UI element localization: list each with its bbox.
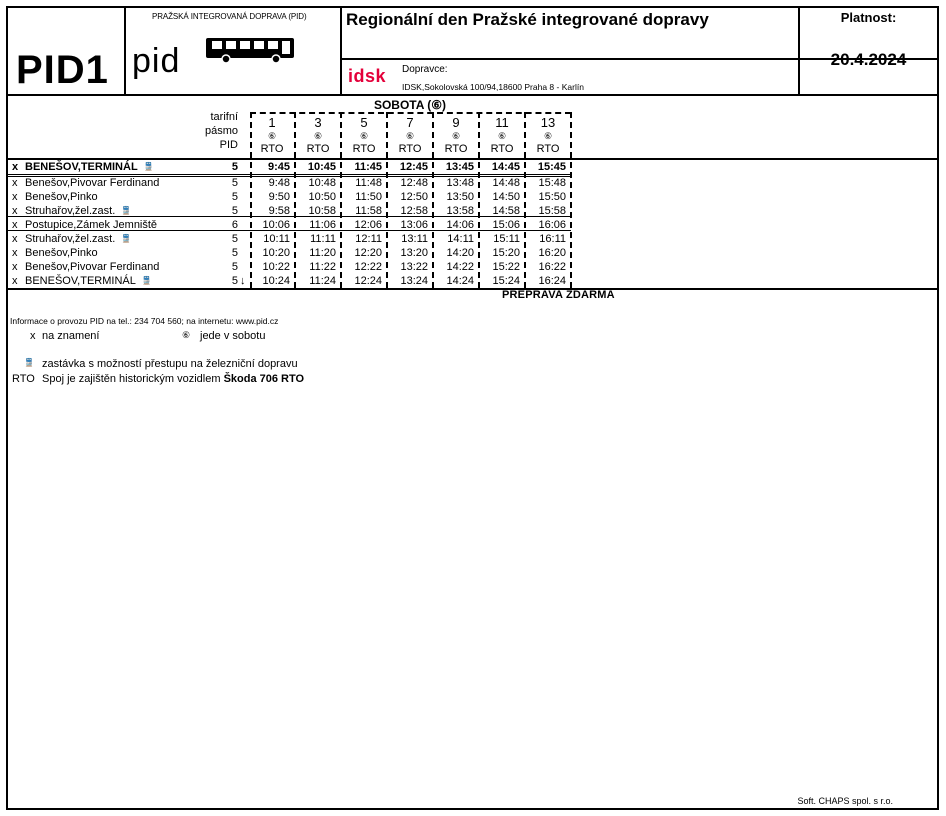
- departure-time: 12:11: [355, 233, 382, 245]
- trip-rto: RTO: [306, 143, 330, 155]
- tariff-zone: 5: [231, 191, 238, 203]
- departure-time: 16:22: [538, 261, 566, 273]
- stop-row: [8, 176, 571, 190]
- trip-num: 13: [540, 115, 556, 130]
- stop-row: [8, 204, 571, 218]
- departure-time: 11:22: [309, 261, 336, 273]
- train-icon: 🚆: [121, 234, 132, 243]
- departure-time: 15:20: [492, 247, 520, 259]
- trip-num: 3: [314, 115, 322, 130]
- departure-time: 10:11: [263, 233, 290, 245]
- departure-time: 14:11: [447, 233, 474, 245]
- tariff-zone: 5: [231, 177, 238, 189]
- stop-row: [8, 218, 571, 232]
- request-stop-mark: x: [12, 233, 18, 245]
- pid-logo: pid: [132, 42, 181, 80]
- departure-time: 10:06: [262, 219, 290, 231]
- departure-time: 11:11: [310, 233, 336, 245]
- request-stop-mark: x: [12, 247, 18, 259]
- stop-row: [8, 246, 571, 260]
- departure-time: 14:06: [446, 219, 474, 231]
- stop-name: BENEŠOV,TERMINÁL 🚆: [25, 275, 152, 287]
- header: [8, 8, 937, 96]
- validity-label: Platnost:: [840, 10, 897, 25]
- timetable-sheet: [6, 6, 939, 810]
- departure-time: 12:20: [354, 247, 382, 259]
- departure-time: 9:45: [267, 161, 290, 173]
- tariff-zone: 5: [231, 247, 238, 259]
- trip-num: 9: [452, 115, 460, 130]
- trip-rto: RTO: [260, 143, 284, 155]
- departure-time: 10:50: [308, 191, 336, 203]
- departure-time: 15:24: [492, 275, 520, 287]
- departure-time: 13:48: [446, 177, 474, 189]
- trip-sym: ⑥: [497, 131, 507, 141]
- legend-rto-symbol: RTO: [12, 373, 35, 385]
- request-stop-mark: x: [12, 261, 18, 273]
- trip-sym: ⑥: [359, 131, 369, 141]
- idsk-logo: idsk: [348, 66, 387, 86]
- org-name: PRAŽSKÁ INTEGROVANÁ DOPRAVA (PID): [152, 12, 307, 21]
- page-title: Regionální den Pražské integrované dopravy: [346, 10, 709, 29]
- request-stop-mark: x: [12, 177, 18, 189]
- footer-credit: Soft. CHAPS spol. s r.o.: [797, 796, 893, 806]
- departure-time: 12:24: [354, 275, 382, 287]
- departure-time: 14:50: [492, 191, 520, 203]
- departure-time: 12:22: [354, 261, 382, 273]
- trip-num: 5: [360, 115, 368, 130]
- line-number: PID1: [8, 8, 126, 96]
- request-stop-mark: x: [12, 205, 18, 217]
- departure-time: 13:58: [446, 205, 474, 217]
- departure-time: 15:48: [538, 177, 566, 189]
- request-stop-mark: x: [12, 275, 18, 287]
- departure-time: 13:20: [400, 247, 428, 259]
- stop-row: [8, 190, 571, 204]
- departure-time: 14:22: [446, 261, 474, 273]
- validity-block: [800, 8, 937, 96]
- bus-icon: [204, 34, 298, 66]
- tariff-zone: 5: [231, 275, 238, 287]
- departure-time: 16:20: [538, 247, 566, 259]
- departure-time: 14:45: [491, 161, 520, 173]
- request-stop-mark: x: [12, 191, 18, 203]
- departure-time: 9:48: [268, 177, 290, 189]
- departure-time: 12:50: [400, 191, 428, 203]
- departure-time: 12:48: [400, 177, 428, 189]
- stop-name: Struhařov,žel.zast. 🚆: [25, 205, 132, 217]
- departure-time: 13:50: [446, 191, 474, 203]
- info-line: Informace o provozu PID na tel.: 234 704 560; na internetu: www.pid.cz: [10, 316, 279, 326]
- departure-time: 13:22: [400, 261, 428, 273]
- departure-time: 15:11: [493, 233, 520, 245]
- departure-time: 10:45: [307, 161, 336, 173]
- departure-time: 14:24: [446, 275, 474, 287]
- legend-train-text: zastávka s možností přestupu na železniční dopravu: [42, 358, 298, 370]
- trip-rto: RTO: [490, 143, 514, 155]
- trip-num: 11: [495, 115, 509, 130]
- stop-row: [8, 274, 571, 288]
- departure-time: 10:20: [262, 247, 290, 259]
- stop-name: Benešov,Pinko: [25, 191, 98, 203]
- trip-rto: RTO: [352, 143, 376, 155]
- train-icon: 🚆: [121, 206, 132, 215]
- departure-time: 13:45: [445, 161, 474, 173]
- departure-time: 11:20: [309, 247, 336, 259]
- legend-saturday-text: jede v sobotu: [200, 330, 266, 342]
- departure-time: 11:58: [355, 205, 382, 217]
- legend-rto-text: Spoj je zajištěn historickým vozidlem Škoda 706 RTO: [42, 373, 305, 385]
- departure-time: 14:20: [446, 247, 474, 259]
- departure-time: 9:50: [268, 191, 290, 203]
- title-block: [342, 8, 800, 96]
- stop-name: Benešov,Pivovar Ferdinand: [25, 177, 160, 189]
- tariff-zone: 6: [231, 219, 238, 231]
- departure-time: 11:24: [309, 275, 336, 287]
- request-stop-mark: x: [12, 161, 19, 173]
- carrier-address: IDSK,Sokolovská 100/94,18600 Praha 8 - Karlín: [402, 82, 584, 92]
- stop-name: Benešov,Pivovar Ferdinand: [25, 261, 160, 273]
- departure-time: 13:11: [401, 233, 428, 245]
- end-arrow-icon: ↓: [240, 275, 246, 287]
- trip-num: 1: [268, 115, 276, 130]
- departure-time: 16:24: [538, 275, 566, 287]
- departure-time: 13:24: [400, 275, 428, 287]
- stop-name: BENEŠOV,TERMINÁL 🚆: [25, 161, 154, 173]
- legend-x-symbol: x: [30, 330, 36, 342]
- train-icon: 🚆: [141, 276, 152, 285]
- departure-time: 12:06: [354, 219, 382, 231]
- departure-time: 10:22: [262, 261, 290, 273]
- zone-header: tarifní pásmo PID: [204, 111, 238, 151]
- request-stop-mark: x: [12, 219, 18, 231]
- departure-time: 15:06: [492, 219, 520, 231]
- trip-rto: RTO: [398, 143, 422, 155]
- legend-x-text: na znamení: [42, 330, 100, 342]
- train-icon: 🚆: [143, 162, 154, 171]
- day-label: SOBOTA (⑥): [373, 98, 447, 112]
- departure-time: 12:58: [400, 205, 428, 217]
- trip-sym: ⑥: [267, 131, 277, 141]
- tariff-zone: 5: [231, 261, 238, 273]
- trip-sym: ⑥: [451, 131, 461, 141]
- stop-row: [8, 260, 571, 274]
- trip-num: 7: [406, 115, 414, 130]
- stop-name: Benešov,Pinko: [25, 247, 98, 259]
- departure-time: 11:50: [355, 191, 382, 203]
- departure-time: 15:22: [492, 261, 520, 273]
- departure-time: 9:58: [268, 205, 290, 217]
- departure-time: 10:58: [308, 205, 336, 217]
- trip-sym: ⑥: [313, 131, 323, 141]
- pid-brand: [126, 8, 342, 96]
- tariff-zone: 5: [231, 205, 238, 217]
- departure-time: 10:48: [308, 177, 336, 189]
- departure-time: 15:45: [537, 161, 566, 173]
- carrier-label: Dopravce:: [402, 64, 448, 75]
- trip-sym: ⑥: [543, 131, 553, 141]
- free-transport-note: PŘEPRAVA ZDARMA: [502, 289, 615, 301]
- departure-time: 15:50: [538, 191, 566, 203]
- departure-time: 15:58: [538, 205, 566, 217]
- departure-time: 14:58: [492, 205, 520, 217]
- departure-time: 10:24: [262, 275, 290, 287]
- departure-time: 11:45: [354, 161, 382, 173]
- stop-row: [8, 160, 571, 174]
- departure-time: 12:45: [399, 161, 428, 173]
- validity-date: 20.4.2024: [830, 50, 907, 69]
- legend-saturday-symbol: ⑥: [182, 330, 191, 340]
- departure-time: 11:06: [309, 219, 336, 231]
- tariff-zone: 5: [231, 161, 238, 173]
- departure-time: 16:11: [539, 233, 566, 245]
- stop-name: Struhařov,žel.zast. 🚆: [25, 233, 132, 245]
- tariff-zone: 5: [231, 233, 238, 245]
- trip-rto: RTO: [536, 143, 560, 155]
- trip-rto: RTO: [444, 143, 468, 155]
- departure-time: 13:06: [400, 219, 428, 231]
- stop-row: [8, 232, 571, 246]
- trip-sym: ⑥: [405, 131, 415, 141]
- departure-time: 11:48: [355, 177, 382, 189]
- train-icon: 🚆: [24, 358, 34, 367]
- stop-name: Postupice,Zámek Jemniště: [25, 219, 158, 231]
- departure-time: 14:48: [492, 177, 520, 189]
- departure-time: 16:06: [538, 219, 566, 231]
